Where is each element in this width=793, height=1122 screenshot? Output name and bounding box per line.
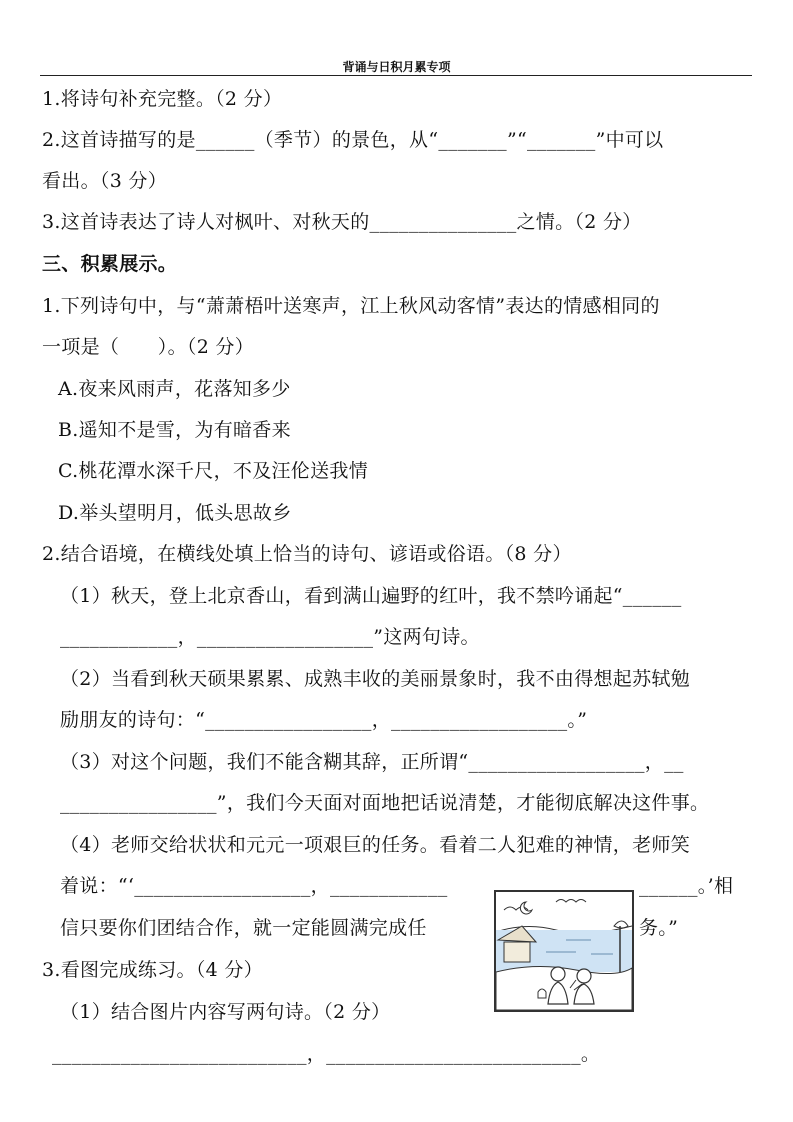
- question-line: 3.看图完成练习。（4 分）: [42, 959, 263, 981]
- question-line: （1）结合图片内容写两句诗。（2 分）: [60, 1001, 391, 1023]
- question-line: 2.结合语境，在横线处填上恰当的诗句、谚语或俗语。（8 分）: [42, 543, 572, 565]
- question-line: 3.这首诗表达了诗人对枫叶、对秋天的_______________之情。（2 分）: [42, 211, 642, 233]
- option-d: D.举头望明月，低头思故乡: [58, 502, 292, 524]
- option-b: B.遥知不是雪，为有暗香来: [58, 419, 291, 441]
- question-line: 励朋友的诗句：“_________________，__________________。”: [60, 709, 588, 731]
- question-line: 着说：“‘__________________，____________: [60, 875, 448, 897]
- question-line: 1.下列诗句中，与“萧萧梧叶送寒声，江上秋风动客情”表达的情感相同的: [42, 295, 660, 317]
- question-line: 2.这首诗描写的是______（季节）的景色，从“_______”“_______”中可以: [42, 129, 664, 151]
- illustration-image: [494, 890, 634, 1012]
- section-heading: 三、积累展示。: [42, 253, 178, 275]
- header-rule: [40, 75, 752, 76]
- question-line: （4）老师交给状状和元元一项艰巨的任务。看着二人犯难的神情，老师笑: [60, 834, 690, 856]
- option-a: A.夜来风雨声，花落知多少: [58, 378, 291, 400]
- question-line: 一项是（ ）。（2 分）: [42, 336, 255, 358]
- question-line: （2）当看到秋天硕果累累、成熟丰收的美丽景象时，我不由得想起苏轼勉: [60, 668, 690, 690]
- answer-line: __________________________，__________________________。: [52, 1043, 601, 1065]
- question-line: 务。”: [639, 917, 679, 939]
- question-line: 信只要你们团结合作，就一定能圆满完成任: [60, 917, 427, 939]
- question-line: ________________”，我们今天面对面地把话说清楚，才能彻底解决这件事。: [60, 792, 710, 814]
- question-line: （1）秋天，登上北京香山，看到满山遍野的红叶，我不禁吟诵起“______: [60, 585, 682, 607]
- poem-scene-illustration: [496, 892, 632, 1010]
- question-line: ____________，__________________”这两句诗。: [60, 626, 480, 648]
- page-header: 背诵与日积月累专项: [342, 60, 451, 74]
- question-line: ______。’相: [639, 875, 734, 897]
- question-line: 1.将诗句补充完整。（2 分）: [42, 88, 283, 110]
- question-line: （3）对这个问题，我们不能含糊其辞，正所谓“__________________，__: [60, 751, 684, 773]
- question-line: 看出。（3 分）: [42, 170, 168, 192]
- option-c: C.桃花潭水深千尺，不及汪伦送我情: [58, 460, 369, 482]
